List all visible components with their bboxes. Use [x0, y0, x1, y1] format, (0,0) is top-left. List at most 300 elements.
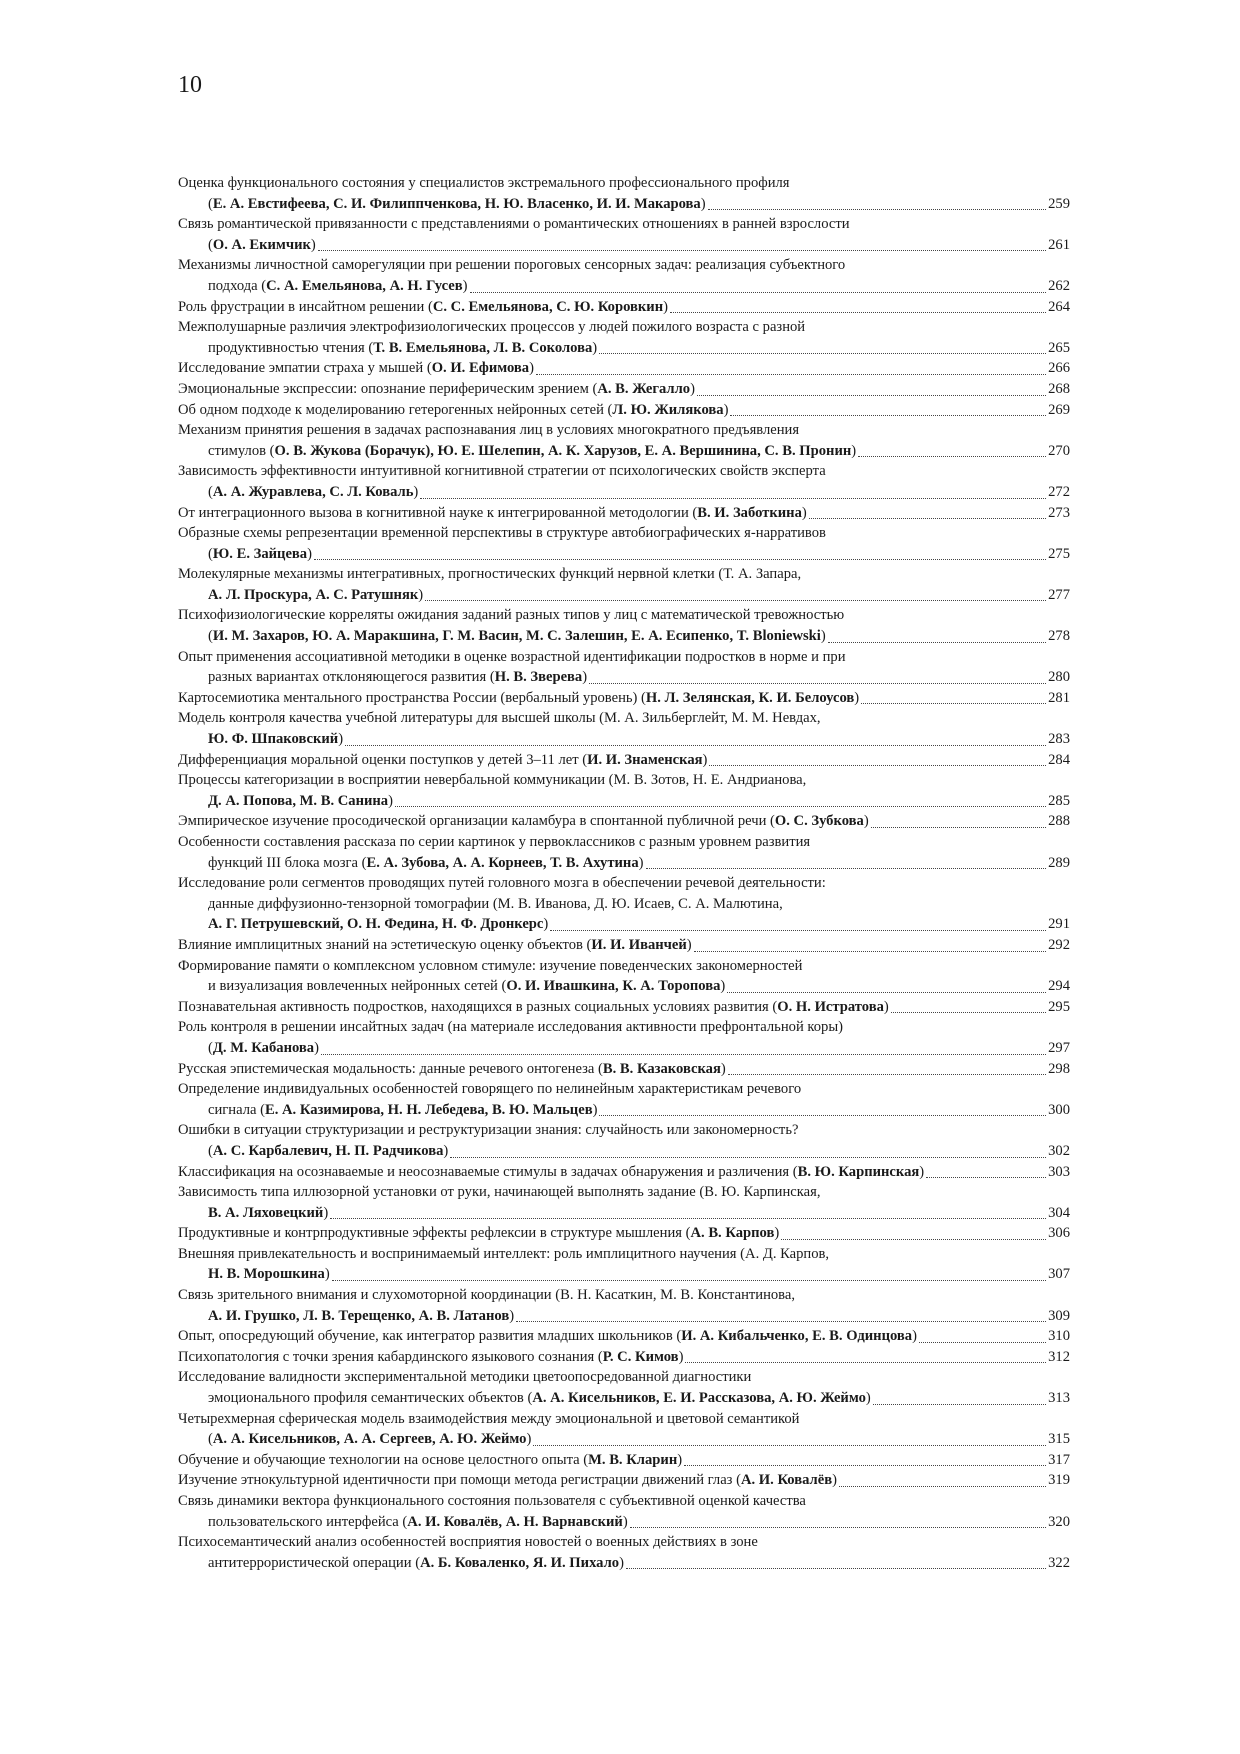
toc-entry-authors: С. А. Емельянова, А. Н. Гусев: [266, 277, 463, 294]
toc-entry-last-line: [178, 235, 1070, 256]
dot-leader: [685, 1362, 1046, 1363]
table-of-contents: [178, 173, 1070, 1573]
toc-entry-authors: Н. В. Зверева: [494, 669, 583, 686]
dot-leader: [345, 745, 1046, 746]
toc-entry-text: [208, 441, 856, 462]
toc-entry-authors: И. М. Захаров, Ю. А. Маракшина, Г. М. Васин, М. С. Залешин, Е. А. Есипенко, T. Bloniewski: [212, 628, 821, 645]
toc-entry-authors: Е. А. Евстифеева, С. И. Филиппченкова, Н. Ю. Власенко, И. И. Макарова: [212, 195, 701, 212]
dot-leader: [533, 1445, 1046, 1446]
toc-entry-posttext: ): [854, 689, 860, 706]
toc-page-number: 264: [1048, 298, 1070, 315]
toc-entry-authors: Н. Л. Зелянская, К. И. Белоусов: [645, 689, 855, 706]
toc-entry-pretext: Опыт, опосредующий обучение, как интегратор развития младших школьников (: [178, 1328, 682, 1345]
toc-entry-title-line: Зависимость типа иллюзорной установки от руки, начинающей выполнять задание (В. Ю. Карпинская,: [178, 1184, 821, 1201]
toc-entry-pretext: (: [208, 1039, 213, 1056]
toc-entry-posttext: ): [310, 236, 316, 253]
toc-entry-last-line: [178, 503, 1070, 524]
toc-entry: [178, 1223, 1070, 1244]
dot-leader: [450, 1157, 1046, 1158]
toc-entry-last-line: [178, 400, 1070, 421]
toc-entry-text: [178, 750, 707, 771]
toc-entry-authors: А. А. Кисельников, Е. И. Рассказова, А. Ю. Жеймо: [532, 1390, 866, 1407]
toc-entry-pretext: Дифференциация моральной оценки поступков у детей 3–11 лет (: [178, 751, 588, 768]
toc-entry-last-line: [178, 1347, 1070, 1368]
toc-entry-posttext: ): [919, 1163, 925, 1180]
toc-entry-last-line: [178, 379, 1070, 400]
toc-entry-authors: А. В. Карпов: [690, 1225, 775, 1242]
toc-entry-authors: Д. М. Кабанова: [212, 1039, 315, 1056]
toc-entry-posttext: ): [582, 669, 588, 686]
toc-entry-text: [208, 1388, 871, 1409]
toc-page-number: 317: [1048, 1451, 1070, 1468]
toc-entry-pretext: подхода (: [208, 277, 267, 294]
toc-entry: [178, 1326, 1070, 1347]
toc-page-number: 307: [1048, 1266, 1070, 1283]
toc-page-number: 275: [1048, 545, 1070, 562]
dot-leader: [858, 456, 1046, 457]
toc-entry-text: [178, 1450, 682, 1471]
dot-leader: [730, 415, 1046, 416]
dot-leader: [536, 374, 1046, 375]
toc-entry-authors: Е. А. Казимирова, Н. Н. Лебедева, В. Ю. Мальцев: [264, 1101, 593, 1118]
toc-page-number: 298: [1048, 1060, 1070, 1077]
toc-entry: [178, 564, 1070, 605]
toc-page-number: 304: [1048, 1204, 1070, 1221]
toc-entry-authors: А. Б. Коваленко, Я. И. Пихало: [420, 1554, 620, 1571]
toc-entry-posttext: ): [801, 504, 807, 521]
toc-entry-pretext: Картосемиотика ментального пространства России (вербальный уровень) (: [178, 689, 646, 706]
toc-page-number: 306: [1048, 1225, 1070, 1242]
toc-entry: [178, 503, 1070, 524]
toc-entry-title-line: Образные схемы репрезентации временной перспективы в структуре автобиографических я-нарративов: [178, 525, 826, 542]
toc-entry-last-line: [178, 1059, 1070, 1080]
toc-entry-posttext: ): [690, 380, 695, 397]
toc-entry-authors: О. В. Жукова (Борачук), Ю. Е. Шелепин, А. К. Харузов, Е. А. Вершинина, С. В. Пронин: [274, 442, 852, 459]
toc-entry: [178, 379, 1070, 400]
toc-entry: [178, 708, 1070, 749]
toc-entry-title-line: Молекулярные механизмы интегративных, прогностических функций нервной клетки (Т. А. Запара,: [178, 566, 802, 583]
dot-leader: [873, 1404, 1046, 1405]
dot-leader: [926, 1177, 1046, 1178]
toc-entry-text: [208, 1512, 628, 1533]
toc-page-number: 320: [1048, 1513, 1070, 1530]
dot-leader: [781, 1239, 1046, 1240]
toc-entry-pretext: Об одном подходе к моделированию гетерогенных нейронных сетей (: [178, 401, 613, 418]
toc-entry-title-line: Исследование роли сегментов проводящих путей головного мозга в обеспечении речевой деятельности:: [178, 875, 826, 892]
toc-entry-authors: С. С. Емельянова, С. Ю. Коровкин: [432, 298, 664, 315]
toc-entry-posttext: ): [529, 360, 534, 377]
toc-entry-title-line: Процессы категоризации в восприятии невербальной коммуникации (М. В. Зотов, Н. Е. Андрианова,: [178, 772, 807, 789]
dot-leader: [809, 518, 1046, 519]
toc-entry-text: [178, 688, 859, 709]
toc-entry-title-line: Формирование памяти о комплексном условном стимуле: изучение поведенческих закономерностей: [178, 957, 803, 974]
toc-entry-pretext: эмоционального профиля семантических объектов (: [208, 1390, 533, 1407]
toc-entry-authors: А. Л. Проскура, А. С. Ратушняк: [208, 586, 419, 603]
dot-leader: [727, 992, 1046, 993]
toc-entry-authors: В. В. Казаковская: [602, 1060, 721, 1077]
toc-entry-posttext: ): [686, 936, 692, 953]
toc-entry-posttext: ): [413, 483, 419, 500]
toc-entry-text: [208, 1264, 330, 1285]
toc-entry: [178, 400, 1070, 421]
toc-entry: [178, 1367, 1070, 1408]
toc-entry-posttext: ): [338, 731, 344, 748]
toc-entry: [178, 1059, 1070, 1080]
toc-entry-authors: И. И. Знаменская: [587, 751, 703, 768]
toc-entry-text: [208, 276, 468, 297]
toc-entry-title-line: Связь зрительного внимания и слухомоторной координации (В. Н. Касаткин, М. В. Константинова,: [178, 1287, 796, 1304]
toc-entry-authors: А. А. Кисельников, А. А. Сергеев, А. Ю. Жеймо: [212, 1431, 527, 1448]
dot-leader: [599, 1115, 1046, 1116]
toc-entry-text: [178, 1223, 779, 1244]
dot-leader: [684, 1465, 1046, 1466]
toc-entry-title-line: Исследование валидности экспериментальной методики цветоопосредованной диагностики: [178, 1369, 752, 1386]
toc-entry-pretext: функций III блока мозга (: [208, 854, 367, 871]
toc-entry-last-line: [178, 811, 1070, 832]
toc-entry-posttext: ): [702, 751, 708, 768]
toc-entry-text: [208, 626, 826, 647]
toc-entry-text: [208, 1429, 531, 1450]
dot-leader: [332, 1280, 1046, 1281]
toc-entry-pretext: Изучение этнокультурной идентичности при помощи метода регистрации движений глаз (: [178, 1472, 741, 1489]
toc-entry-authors: А. В. Жегалло: [597, 380, 691, 397]
toc-entry-last-line: [178, 791, 1070, 812]
toc-entry: [178, 461, 1070, 502]
toc-entry-posttext: ): [720, 1060, 726, 1077]
dot-leader: [589, 683, 1046, 684]
toc-entry-posttext: ): [720, 978, 726, 995]
toc-entry-posttext: ): [314, 1039, 319, 1056]
toc-page-number: 266: [1048, 360, 1070, 377]
dot-leader: [330, 1218, 1046, 1219]
toc-entry-text: [178, 935, 692, 956]
toc-entry-last-line: [178, 585, 1070, 606]
toc-entry-posttext: ): [622, 1513, 628, 1530]
toc-entry-authors: А. И. Ковалёв: [740, 1472, 833, 1489]
toc-entry-last-line: [178, 1162, 1070, 1183]
toc-entry-authors: О. А. Екимчик: [212, 236, 311, 253]
toc-entry-pretext: Роль фрустрации в инсайтном решении (: [178, 298, 433, 315]
dot-leader: [670, 312, 1046, 313]
toc-entry-authors: А. Г. Петрушевский, О. Н. Федина, Н. Ф. Дронкерс: [208, 916, 544, 933]
toc-entry-last-line: [178, 1264, 1070, 1285]
toc-entry: [178, 1285, 1070, 1326]
toc-entry-text: [178, 297, 668, 318]
toc-entry: [178, 214, 1070, 255]
toc-entry-title-line: Модель контроля качества учебной литературы для высшей школы (М. А. Зильберглейт, М. М. Невдах,: [178, 710, 821, 727]
toc-page-number: 265: [1048, 339, 1070, 356]
toc-entry-pretext: сигнала (: [208, 1101, 265, 1118]
toc-entry-last-line: [178, 1203, 1070, 1224]
toc-entry-text: [208, 1553, 624, 1574]
toc-entry-authors: Т. В. Емельянова, Л. В. Соколова: [373, 339, 593, 356]
toc-entry-title-line: Механизмы личностной саморегуляции при решении пороговых сенсорных задач: реализация субъектного: [178, 257, 846, 274]
toc-page-number: 303: [1048, 1163, 1070, 1180]
toc-entry-posttext: ): [638, 854, 644, 871]
toc-entry-text: [208, 853, 644, 874]
toc-entry-authors: М. В. Кларин: [588, 1451, 678, 1468]
toc-entry: [178, 173, 1070, 214]
toc-entry-posttext: ): [543, 916, 549, 933]
toc-entry-last-line: [178, 1326, 1070, 1347]
toc-page-number: 285: [1048, 792, 1070, 809]
toc-entry-title-line: Зависимость эффективности интуитивной когнитивной стратегии от психологических свойств эксперта: [178, 463, 826, 480]
dot-leader: [919, 1342, 1046, 1343]
toc-page-number: 269: [1048, 401, 1070, 418]
toc-page-number: 270: [1048, 442, 1070, 459]
toc-entry-title-line: Связь романтической привязанности с представлениями о романтических отношениях в ранней взрослости: [178, 216, 850, 233]
dot-leader: [871, 827, 1046, 828]
toc-entry-pretext: (: [208, 545, 213, 562]
toc-entry-text: [208, 1306, 514, 1327]
toc-page-number: 288: [1048, 813, 1070, 830]
toc-entry-authors: В. И. Заботкина: [697, 504, 802, 521]
toc-entry-pretext: Продуктивные и контрпродуктивные эффекты рефлексии в структуре мышления (: [178, 1225, 691, 1242]
toc-entry-text: [178, 400, 728, 421]
toc-entry: [178, 1450, 1070, 1471]
toc-entry-authors: О. Н. Истратова: [777, 998, 884, 1015]
toc-entry-pretext: разных вариантах отклоняющегося развития (: [208, 669, 495, 686]
toc-entry-authors: Н. В. Морошкина: [208, 1266, 325, 1283]
toc-entry-title-line: Связь динамики вектора функционального состояния пользователя с субъективной оценкой качества: [178, 1493, 806, 1509]
toc-entry-pretext: (: [208, 1431, 213, 1448]
toc-page-number: 291: [1048, 916, 1070, 933]
dot-leader: [395, 806, 1046, 807]
dot-leader: [630, 1527, 1046, 1528]
toc-entry: [178, 255, 1070, 296]
toc-entry-posttext: ): [865, 1390, 871, 1407]
toc-entry-title-line: Опыт применения ассоциативной методики в оценке возрастной идентификации подростков в норме и при: [178, 648, 846, 665]
toc-entry-text: [208, 235, 316, 256]
toc-entry-pretext: Познавательная активность подростков, находящихся в разных социальных условиях развития (: [178, 998, 778, 1015]
toc-entry-last-line: [178, 1429, 1070, 1450]
toc-entry-posttext: ): [851, 442, 857, 459]
dot-leader: [891, 1012, 1046, 1013]
toc-entry-authors: А. И. Грушко, Л. В. Терещенко, А. В. Латанов: [208, 1307, 510, 1324]
toc-entry-posttext: ): [324, 1266, 330, 1283]
toc-entry-authors: И. И. Иванчей: [591, 936, 687, 953]
dot-leader: [425, 600, 1046, 601]
dot-leader: [697, 395, 1046, 396]
dot-leader: [599, 353, 1046, 354]
toc-entry-last-line: [178, 935, 1070, 956]
toc-entry-last-line: [178, 1512, 1070, 1533]
toc-page-number: 294: [1048, 978, 1070, 995]
toc-entry-last-line: [178, 441, 1070, 462]
toc-entry-last-line: [178, 976, 1070, 997]
toc-entry: [178, 873, 1070, 935]
toc-entry-pretext: Психопатология с точки зрения кабардинского языкового сознания (: [178, 1348, 603, 1365]
toc-entry-last-line: [178, 194, 1070, 215]
toc-page-number: 310: [1048, 1328, 1070, 1345]
page-number: 10: [178, 72, 202, 98]
toc-entry-title-line: Межполушарные различия электрофизиологических процессов у людей пожилого возраста с разной: [178, 319, 806, 336]
toc-page-number: 273: [1048, 504, 1070, 521]
toc-entry-title-line: Психосемантический анализ особенностей восприятия новостей о военных действиях в зоне: [178, 1534, 758, 1551]
dot-leader: [861, 703, 1046, 704]
toc-entry: [178, 688, 1070, 709]
toc-entry-posttext: ): [723, 401, 729, 418]
dot-leader: [728, 1074, 1046, 1075]
toc-entry-pretext: Русская эпистемическая модальность: данные речевого онтогенеза (: [178, 1060, 603, 1077]
toc-entry-text: [178, 1347, 683, 1368]
toc-entry-authors: Ю. Е. Зайцева: [212, 545, 308, 562]
toc-entry-text: [208, 482, 418, 503]
toc-entry: [178, 1491, 1070, 1532]
toc-entry-text: [178, 358, 534, 379]
toc-entry: [178, 1409, 1070, 1450]
toc-entry-posttext: ): [619, 1554, 624, 1571]
toc-entry-title-line: Механизм принятия решения в задачах распознавания лиц в условиях многократного предъявления: [178, 422, 800, 439]
toc-entry: [178, 317, 1070, 358]
toc-page-number: 300: [1048, 1101, 1070, 1118]
toc-entry-pretext: Обучение и обучающие технологии на основе целостного опыта (: [178, 1451, 589, 1468]
toc-entry: [178, 523, 1070, 564]
toc-entry-text: [208, 1100, 597, 1121]
toc-entry: [178, 1347, 1070, 1368]
toc-entry-last-line: [178, 482, 1070, 503]
toc-entry-posttext: ): [509, 1307, 515, 1324]
toc-entry: [178, 1470, 1070, 1491]
toc-entry-title-line: Определение индивидуальных особенностей говорящего по нелинейным характеристикам речевого: [178, 1081, 802, 1098]
toc-entry-posttext: ): [820, 628, 826, 645]
toc-page-number: 295: [1048, 998, 1070, 1015]
toc-entry-posttext: ): [388, 792, 393, 809]
toc-entry-posttext: ): [863, 813, 869, 830]
toc-entry-title-line: Роль контроля в решении инсайтных задач (на материале исследования активности префронтальной коры): [178, 1019, 844, 1036]
toc-entry-pretext: (: [208, 1142, 213, 1159]
toc-entry-title-line: Внешняя привлекательность и воспринимаемый интеллект: роль имплицитного научения (А. Д. Карпов,: [178, 1245, 830, 1262]
toc-entry-title-line: Четырехмерная сферическая модель взаимодействия между эмоциональной и цветовой семантикой: [178, 1410, 800, 1427]
toc-page-number: 315: [1048, 1431, 1070, 1448]
toc-page-number: 297: [1048, 1039, 1070, 1056]
toc-page-number: 322: [1048, 1554, 1070, 1571]
toc-entry-authors: И. А. Кибальченко, Е. В. Одинцова: [681, 1328, 913, 1345]
toc-entry-pretext: (: [208, 236, 213, 253]
toc-page-number: 309: [1048, 1307, 1070, 1324]
toc-entry-last-line: [178, 750, 1070, 771]
toc-entry-last-line: [178, 276, 1070, 297]
toc-entry-text: [178, 811, 869, 832]
toc-entry-text: [178, 1470, 837, 1491]
toc-entry-authors: В. А. Ляховецкий: [208, 1204, 324, 1221]
dot-leader: [646, 868, 1047, 869]
toc-entry-posttext: ): [912, 1328, 917, 1345]
toc-entry-last-line: [178, 1450, 1070, 1471]
toc-entry-authors: Ю. Ф. Шпаковский: [208, 731, 339, 748]
toc-entry-authors: В. Ю. Карпинская: [797, 1163, 920, 1180]
toc-entry-last-line: [178, 1388, 1070, 1409]
toc-entry-authors: Е. А. Зубова, А. А. Корнеев, Т. В. Ахутина: [366, 854, 639, 871]
dot-leader: [709, 765, 1046, 766]
toc-entry: [178, 956, 1070, 997]
dot-leader: [470, 292, 1047, 293]
toc-entry-authors: А. А. Журавлева, С. Л. Коваль: [212, 483, 414, 500]
dot-leader: [626, 1568, 1046, 1569]
toc-entry-last-line: [178, 729, 1070, 750]
toc-entry-last-line: [178, 1223, 1070, 1244]
toc-page-number: 313: [1048, 1390, 1070, 1407]
toc-entry-text: [208, 544, 312, 565]
toc-entry-text: [178, 1162, 924, 1183]
toc-entry-title-line: данные диффузионно-тензорной томографии (М. В. Иванова, Д. Ю. Исаев, С. А. Малютина,: [208, 895, 783, 912]
toc-entry-authors: О. И. Ефимова: [431, 360, 530, 377]
toc-entry: [178, 647, 1070, 688]
dot-leader: [708, 209, 1047, 210]
toc-entry-pretext: стимулов (: [208, 442, 275, 459]
toc-entry-title-line: Психофизиологические корреляты ожидания заданий разных типов у лиц с математической тревожностью: [178, 607, 845, 624]
toc-page-number: 289: [1048, 854, 1070, 871]
toc-entry-posttext: ): [832, 1472, 837, 1489]
toc-entry-last-line: [178, 1306, 1070, 1327]
toc-page-number: 283: [1048, 731, 1070, 748]
toc-entry-title-line: Ошибки в ситуации структуризации и реструктуризации знания: случайность или закономерность?: [178, 1122, 799, 1139]
toc-page-number: 281: [1048, 689, 1070, 706]
toc-entry: [178, 997, 1070, 1018]
toc-page-number: 319: [1048, 1472, 1070, 1489]
toc-entry-posttext: ): [883, 998, 889, 1015]
toc-page-number: 261: [1048, 236, 1070, 253]
toc-entry-posttext: ): [323, 1204, 329, 1221]
toc-entry-pretext: антитеррористической операции (: [208, 1554, 421, 1571]
toc-entry-last-line: [178, 1470, 1070, 1491]
toc-entry-posttext: ): [592, 1101, 598, 1118]
toc-entry-text: [178, 1059, 726, 1080]
toc-entry-last-line: [178, 297, 1070, 318]
toc-entry-last-line: [178, 358, 1070, 379]
toc-entry-last-line: [178, 997, 1070, 1018]
toc-entry-pretext: и визуализация вовлеченных нейронных сетей (: [208, 978, 507, 995]
toc-entry-posttext: ): [592, 339, 598, 356]
toc-entry: [178, 1532, 1070, 1573]
toc-entry-authors: О. С. Зубкова: [774, 813, 864, 830]
toc-page-number: 278: [1048, 628, 1070, 645]
toc-entry: [178, 1017, 1070, 1058]
toc-entry: [178, 420, 1070, 461]
toc-entry-title-line: Оценка функционального состояния у специалистов экстремального профессионального профиля: [178, 175, 790, 191]
dot-leader: [420, 498, 1046, 499]
toc-entry-last-line: [178, 626, 1070, 647]
toc-entry-text: [208, 585, 423, 606]
toc-entry-pretext: (: [208, 195, 213, 212]
toc-entry: [178, 297, 1070, 318]
toc-entry-last-line: [178, 688, 1070, 709]
dot-leader: [839, 1486, 1046, 1487]
toc-entry-last-line: [178, 667, 1070, 688]
dot-leader: [694, 951, 1046, 952]
toc-entry: [178, 811, 1070, 832]
toc-entry-last-line: [178, 338, 1070, 359]
toc-entry-text: [178, 997, 889, 1018]
toc-entry-pretext: Классификация на осознаваемые и неосознаваемые стимулы в задачах обнаружения и различения (: [178, 1163, 798, 1180]
toc-entry-authors: А. И. Ковалёв, А. Н. Варнавский: [407, 1513, 623, 1530]
toc-entry: [178, 358, 1070, 379]
toc-entry-text: [208, 791, 393, 812]
toc-entry: [178, 1162, 1070, 1183]
toc-entry-last-line: [178, 1038, 1070, 1059]
toc-entry-text: [208, 338, 597, 359]
toc-entry: [178, 1079, 1070, 1120]
toc-entry-text: [208, 1141, 448, 1162]
toc-entry: [178, 605, 1070, 646]
toc-page-number: 262: [1048, 277, 1070, 294]
toc-entry: [178, 832, 1070, 873]
toc-entry-text: [208, 914, 548, 935]
toc-entry: [178, 750, 1070, 771]
toc-entry-pretext: продуктивностью чтения (: [208, 339, 374, 356]
toc-entry-posttext: ): [418, 586, 424, 603]
toc-page-number: 268: [1048, 380, 1070, 397]
